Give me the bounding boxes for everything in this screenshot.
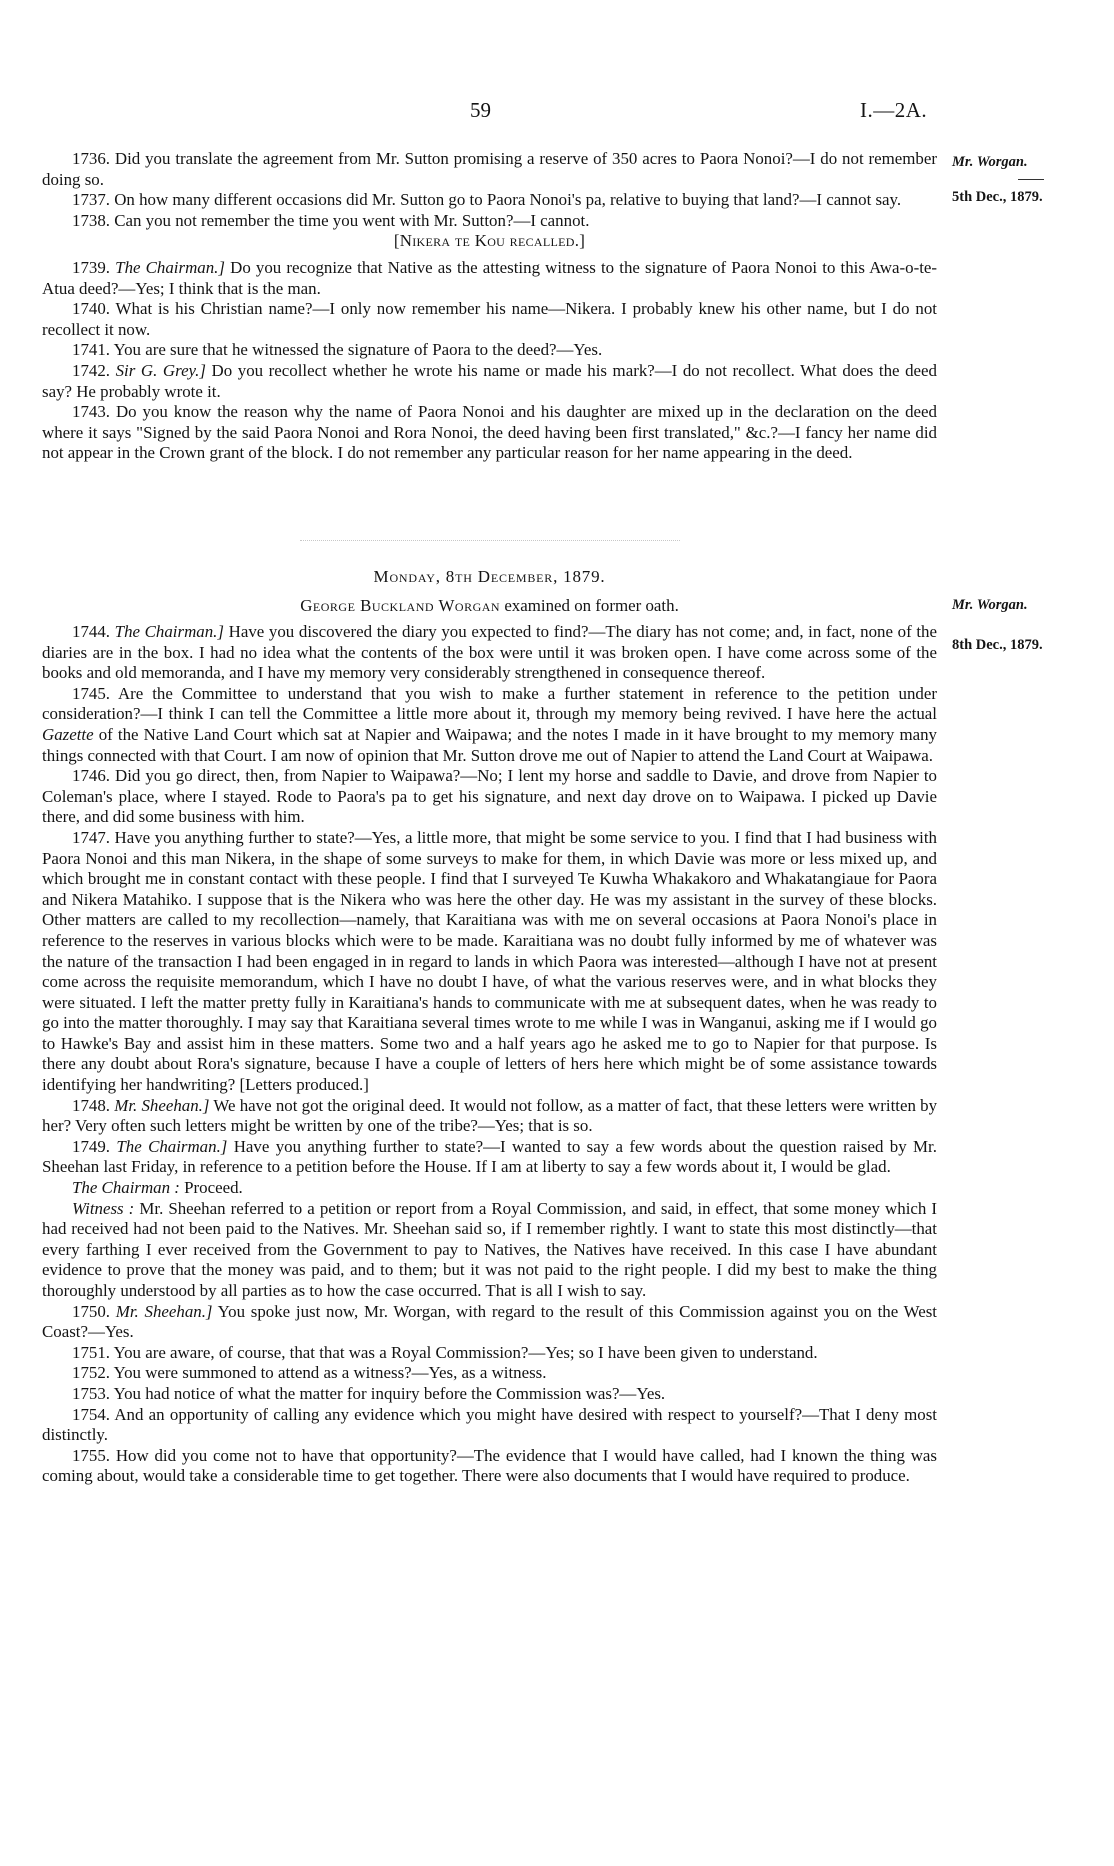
margin-witness-name: Mr. Worgan. — [952, 597, 1028, 613]
speaker: The Chairman.] — [115, 257, 225, 277]
question-text: You spoke just now, Mr. Worgan, with regard to the result of this Commission against you on the West Coast?—Yes. — [42, 1301, 937, 1342]
question-1750 — [42, 1302, 937, 1343]
margin-date: 8th Dec., 1879. — [952, 637, 1043, 653]
gazette-title: Gazette — [42, 724, 94, 744]
question-1737: 1737. On how many different occasions did Mr. Sutton go to Paora Nonoi's pa, relative to buying that land?—I cannot say. — [72, 190, 902, 210]
question-number: 1750. — [72, 1301, 111, 1321]
recall-note: [Nikera te Kou recalled.] — [393, 231, 586, 251]
question-text-b: of the Native Land Court which sat at Napier and Waipawa; and the notes I made in it have brought to my memory many things connected with that Court. I am now of opinion that Mr. Sutton drove me out of Napier to attend the Land Court at Waipawa. — [42, 724, 937, 765]
question-1749 — [42, 1137, 937, 1178]
margin-note-section-2 — [952, 594, 1092, 656]
question-1751: 1751. You are aware, of course, that that was a Royal Commission?—Yes; so I have been given to understand. — [72, 1342, 818, 1362]
question-1754: 1754. And an opportunity of calling any evidence which you might have desired with respect to yourself?—That I deny most distinctly. — [42, 1404, 937, 1445]
witness-heading-suffix: examined on former oath. — [504, 596, 679, 615]
speaker: Witness : — [72, 1198, 135, 1218]
statement-text: Proceed. — [184, 1178, 243, 1198]
statement-text: Mr. Sheehan referred to a petition or report from a Royal Commission, and said, in effect, that some money which I had received had not been paid to the Natives. Mr. Sheehan said so, if I remember rightly. I want to state this most distinctly—that every farthing I ever received from the Government to pay to Natives, the Natives have received. In this case I have abundant evidence to prove that the money was paid, and to them; but it was not paid to the right people. I did my best to make the thing thoroughly understood by all parties as to how the case occurred. That is all I wish to say. — [42, 1198, 938, 1300]
question-number: 1749. — [72, 1136, 111, 1156]
margin-rule — [1018, 179, 1044, 180]
date-heading: Monday, 8th December, 1879. — [373, 567, 606, 586]
witness-statement — [42, 1199, 937, 1302]
section-2-body — [42, 622, 937, 1487]
question-1741: 1741. You are sure that he witnessed the signature of Paora to the deed?—Yes. — [72, 340, 603, 360]
witness-name: George Buckland Worgan — [300, 596, 501, 615]
speaker: The Chairman : — [72, 1178, 180, 1198]
question-1738: 1738. Can you not remember the time you went with Mr. Sutton?—I cannot. — [72, 210, 590, 230]
question-text: We have not got the original deed. It would not follow, as a matter of fact, that these letters were written by her? Very often such letters might be written by one of the tribe?—Yes; that is so. — [42, 1095, 938, 1136]
question-number: 1739. — [72, 257, 111, 277]
document-reference: I.—2A. — [860, 98, 928, 122]
page-header — [0, 98, 1114, 128]
question-1755: 1755. How did you come not to have that opportunity?—The evidence that I would have called, had I known the thing was coming about, would take a considerable time to get together. There were also documents that I would have required to produce. — [42, 1445, 937, 1486]
question-number: 1744. — [72, 622, 111, 641]
page-number: 59 — [470, 98, 491, 122]
margin-witness-name: Mr. Worgan. — [952, 154, 1028, 170]
question-number: 1742. — [72, 360, 111, 380]
question-1745 — [42, 684, 937, 766]
section-1-body — [42, 149, 937, 464]
question-1736: 1736. Did you translate the agreement from Mr. Sutton promising a reserve of 350 acres to Paora Nonoi?—I do not remember doing so. — [42, 149, 937, 189]
chairman-statement — [42, 1178, 937, 1199]
speaker: Sir G. Grey.] — [115, 360, 206, 380]
witness-heading — [42, 596, 937, 616]
question-1746: 1746. Did you go direct, then, from Napier to Waipawa?—No; I lent my horse and saddle to Davie, and drove from Napier to Coleman's place, where I stayed. Rode to Paora's pa to get his signature, and next day drove on to Waipawa. I picked up Davie there, and did some business with him. — [42, 766, 937, 827]
question-1740: 1740. What is his Christian name?—I only now remember his name—Nikera. I probably knew his other name, but I do not recollect it now. — [42, 299, 937, 339]
margin-date: 5th Dec., 1879. — [952, 189, 1043, 205]
question-text: Do you recognize that Native as the attesting witness to the signature of Paora Nonoi to this Awa-o-te-Atua deed?—Yes; I think that is the man. — [42, 257, 938, 298]
question-1743: 1743. Do you know the reason why the name of Paora Nonoi and his daughter are mixed up in the declaration on the deed where it says "Signed by the said Paora Nonoi and Rora Nonoi, the deed having been first translated," &c.?—I fancy her name did not appear in the Crown grant of the block. I do not remember any particular reason for her name appearing in the deed. — [42, 402, 937, 463]
question-text: Have you anything further to state?—I wanted to say a few words about the question raised by Mr. Sheehan last Friday, in reference to a petition before the House. If I am at liberty to say a few words about it, I would be glad. — [42, 1136, 937, 1177]
speaker: Mr. Sheehan.] — [114, 1095, 210, 1115]
question-1752: 1752. You were summoned to attend as a witness?—Yes, as a witness. — [72, 1363, 547, 1383]
question-text: Do you recollect whether he wrote his name or made his mark?—I do not recollect. What does the deed say? He probably wrote it. — [42, 360, 937, 401]
question-1742 — [42, 361, 937, 402]
speaker: Mr. Sheehan.] — [115, 1301, 213, 1321]
question-1744 — [42, 622, 937, 684]
question-1747: 1747. Have you anything further to state?—Yes, a little more, that might be some service to you. I find that I had business with Paora Nonoi and this man Nikera, in the shape of some surveys to make for them, in which Davie was more or less mixed up, and which brought me in constant contact with these people. I find that I surveyed Te Kuwha Whakakoro and Whakatangiaue for Paora and Nikera Matahiko. I suppose that is the Nikera who was here the other day. He was my assistant in the survey of these blocks. Other matters are called to my recollection—namely, that Karaitiana was with me on several occasions at Paora Nonoi's place in reference to the reserves in various blocks which were to be made. Karaitiana was no doubt fully informed by me of whatever was the nature of the transaction I had been engaged in in regard to lands in which Paora was interested—although I have not at present come across the requisite memorandum, which I have no doubt I have, of what the various reserves were, and in what blocks they were situated. I left the matter pretty fully in Karaitiana's hands to communicate with me at subsequent dates, when he was ready to go into the matter thoroughly. I may say that Karaitiana several times wrote to me while I was in Wanganui, asking me if I would go to Hawke's Bay and assist him in these matters. Some two and a half years ago he asked me to go to Napier for that purpose. Is there any doubt about Rora's signature, because I have a couple of letters of hers here which might be of some assistance towards identifying her handwriting? [Letters produced.] — [42, 827, 937, 1095]
section-divider — [300, 540, 680, 542]
question-1748 — [42, 1096, 937, 1137]
margin-note-section-1 — [952, 151, 1092, 208]
question-text-a: 1745. Are the Committee to understand that you wish to make a further statement in reference to the petition under consideration?—I think I can tell the Committee a little more about it, through my memory being revived. I have here the actual — [42, 683, 937, 724]
question-1753: 1753. You had notice of what the matter for inquiry before the Commission was?—Yes. — [72, 1383, 666, 1403]
question-1739 — [42, 258, 937, 299]
question-number: 1748. — [72, 1095, 111, 1115]
speaker: The Chairman.] — [114, 622, 224, 641]
speaker: The Chairman.] — [116, 1136, 228, 1156]
question-text: Have you discovered the diary you expected to find?—The diary has not come; and, in fact, none of the diaries are in the box. I had no idea what the contents of the box were until it was broken open. I have come across some of the books and old memoranda, and I have my memory very considerably strengthened in consequence thereof. — [42, 622, 937, 683]
